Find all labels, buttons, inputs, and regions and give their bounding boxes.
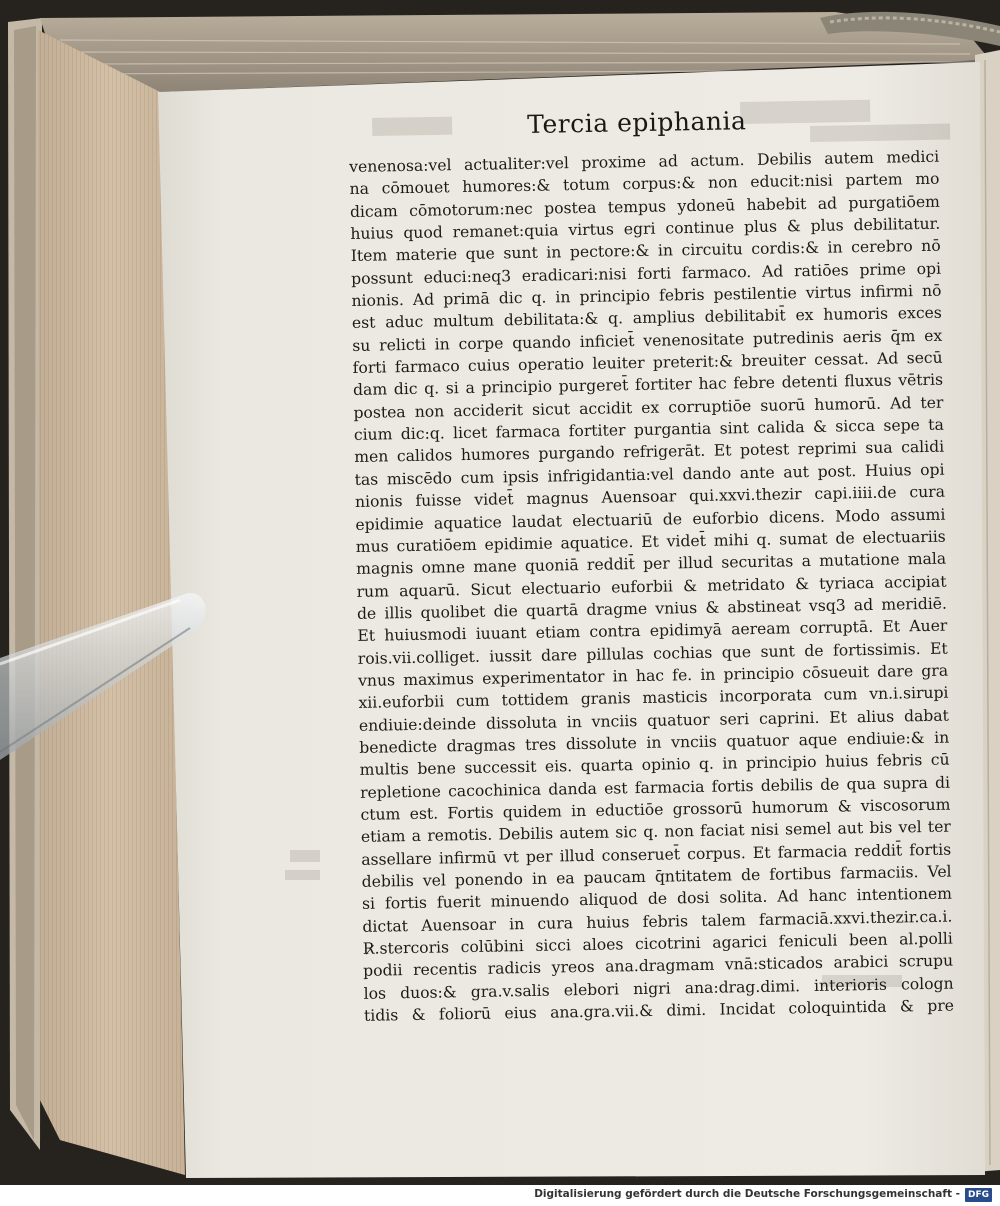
text-line: tas miscēdo cum ipsis infrigidantia:vel dando ante aut post. Huius opi [354,460,945,489]
text-line: los duos:& gra.v.salis elebori nigri ana:drag.dimi. interioris cologn [363,974,954,1003]
dfg-logo: DFG [965,1188,992,1202]
text-line: endiuie:deinde dissoluta in vnciis quatuor seri caprini. Et alius dabat [358,706,950,735]
text-line: forti farmaco cuius operatio leuiter preterit:& breuiter cessat. Ad secū [352,348,943,378]
text-line: su relicti in corpe quando inficiet̄ venenositate putredinis aeris q̄m ex [352,326,943,355]
text-line: na cōmouet humores:& totum corpus:& non educit:nisi partem mo [349,170,940,199]
text-line: mus curatiōem epidimie aquatice. Et videt̄ mihi q. sumat de electuariis [355,527,946,556]
text-line: cium dic:q. licet farmaca fortiter purgantia sint calida & sicca sepe ta [353,415,944,445]
text-line: postea non acciderit sicut accidit ex corruptiōe suorū humorū. Ad ter [353,393,944,422]
text-line: est aduc multum debilitata:& q. amplius debilitabit̄ ex humoris exces [351,304,942,333]
text-line: rois.vii.colliget. iussit dare pillulas cochias que sunt de fortissimis. Et [357,639,948,668]
text-line: benedicte dragmas tres dissolute in vnciis quatuor aque endiuie:& in [359,728,950,757]
text-line: dam dic q. si a principio purgeret̄ fortiter hac febre detenti fluxus vētris [352,371,944,400]
text-column [349,146,954,1028]
footer-credit: Digitalisierung gefördert durch die Deutsche Forschungsgemeinschaft - [534,1188,960,1200]
text-line: etiam a remotis. Debilis autem sic q. non faciat nisi semel aut bis vel ter [360,817,951,847]
text-line: nionis fuisse videt̄ magnus Auensoar qui.xxvi.thezir capi.iiii.de cura [354,482,946,512]
text-line: xii.euforbii cum tottidem granis masticis incorporata cum vn.i.sirupi [358,683,949,713]
text-line: venenosa:vel actualiter:vel proxime ad actum. Debilis autem medici [349,147,940,176]
text-line: vnus maximus experimentator in hac fe. in principio cōsueuit dare gra [358,661,949,690]
text-line: assellare infirmū vt per illud conseruet̄ corpus. Et farmacia reddit̄ fortis [361,840,952,869]
text-line: repletione cacochinica danda est farmacia fortis debilis de qua supra di [359,773,951,802]
text-line: dictat Auensoar in cura huius febris talem farmaciā.xxvi.thezir.ca.i. [362,907,953,936]
text-line: podii recentis radicis yreos ana.dragmam vnā:sticados arabici scrupu [363,951,954,981]
running-head: Tercia epiphania [527,106,747,139]
text-line: Et huiusmodi iuuant etiam contra epidimyā aeream corruptā. Et Auer [357,616,948,646]
text-line: possunt educi:neq3 eradicari:nisi forti farmaco. Ad ratiōes prime opi [350,259,942,288]
text-line: rum aquarū. Sicut electuario euforbii & metridato & tyriaca accipiat [356,572,947,601]
text-line: Item materie que sunt in pectore:& in circuitu cordis:& in cerebro nō [350,237,941,266]
text-line: de illis quolibet die quartā dragme vnius & abstineat vsq3 ad meridiē. [356,594,948,623]
text-line: nionis. Ad primā dic q. in principio febris pestilentie virtus infirmi nō [351,281,942,311]
text-line: ctum est. Fortis quidem in eductiōe grossorū humorum & viscosorum [360,795,951,824]
text-line: dicam cōmotorum:nec postea tempus ydoneū habebit ad purgatiōem [349,192,941,221]
text-line: huius quod remanet:quia virtus egri continue plus & plus debilitatur. [350,214,941,244]
text-line: magnis omne mane quoniā reddit̄ per illud securitas a mutatione mala [356,549,947,579]
text-line: epidimie aquatice laudat electuariū de euforbio dicens. Modo assumi [355,505,946,534]
text-line: debilis vel ponendo in ea paucam q̄ntitatem de fortibus farmaciis. Vel [361,862,952,891]
text-line: tidis & foliorū eius ana.gra.vii.& dimi. Incidat coloquintida & pre [363,996,955,1025]
text-line: si fortis fuerit minuendo aliquod de dosi solita. Ad hanc intentionem [361,884,953,914]
text-line: R̷.stercoris colūbini sicci aloes cicotrini agarici feniculi been al.polli [362,929,953,958]
text-line: men calidos humores purgando refrigerāt. Et potest reprimi sua calidi [354,438,945,467]
text-line: multis bene successit eis. quarta opinio q. in principio huius febris cū [359,750,950,780]
footer-bar [0,1185,1000,1206]
